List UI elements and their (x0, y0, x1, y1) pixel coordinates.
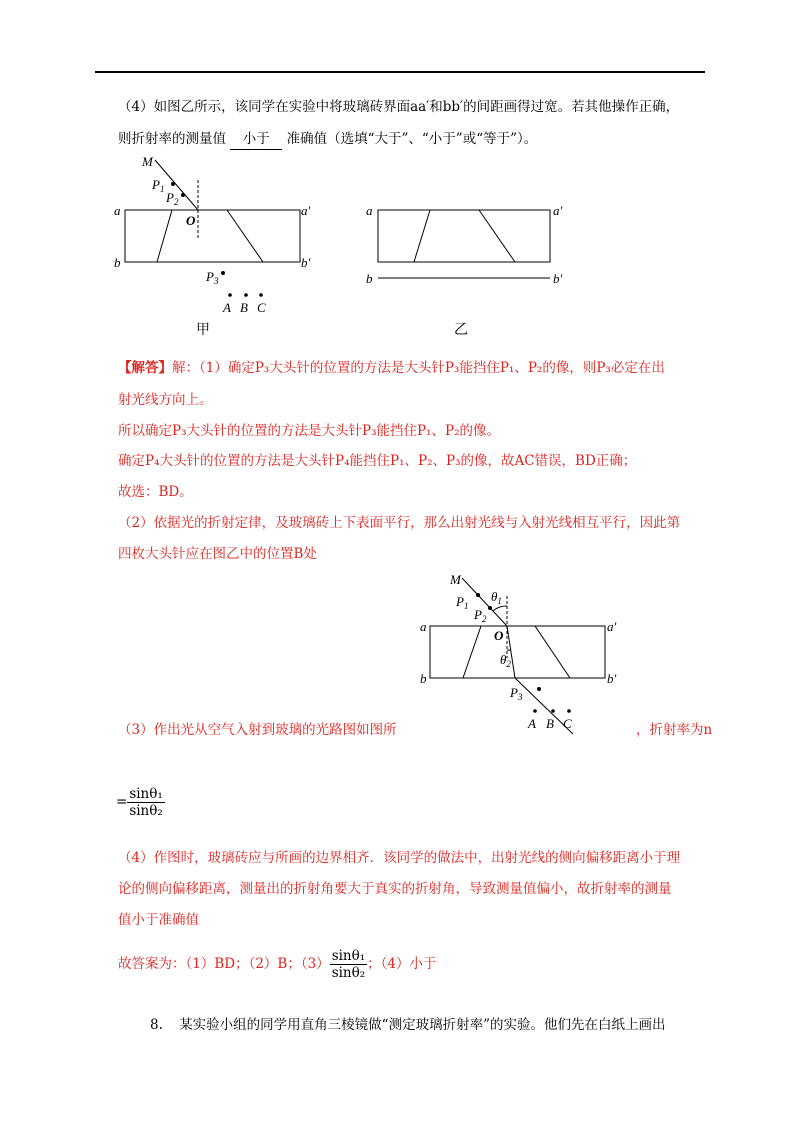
question-8 (150, 1015, 666, 1035)
label-o: O (186, 213, 196, 228)
svg-text:P3 (509, 685, 523, 702)
label-p1: P (152, 177, 160, 192)
label-a-ans: a (420, 619, 427, 634)
block-edge-left (157, 210, 172, 262)
answer-p4-line2: 论的侧向偏移距离，测量出的折射角要大于真实的折射角，导致测量值偏小，故折射率的测量 (118, 881, 672, 897)
label-o-ans: O (494, 628, 504, 643)
label-p2-sub-ans: 2 (481, 614, 487, 624)
answer-p3-line1 (118, 720, 718, 740)
block-edge-right (227, 210, 263, 262)
label-pin-c: C (257, 300, 266, 315)
pin-p2-ans (488, 606, 492, 610)
pin-c-ans (567, 709, 571, 713)
label-b-prime: b′ (301, 255, 311, 270)
svg-text:θ2 (500, 652, 511, 669)
q4-line1: （4）如图乙所示，该同学在实验中将玻璃砖界面aa′和bb′的间距画得过宽。若其他操作正确， (118, 99, 680, 115)
glass-block-yi (378, 210, 550, 262)
label-a: a (114, 203, 121, 218)
answer-final-pre: 故答案为：（1）BD；（2）B；（3） (118, 956, 330, 972)
answer-p3-pre: （3）作出光从空气入射到玻璃的光路图如图所 (118, 722, 397, 738)
q8-number: 8. (150, 1017, 163, 1033)
pin-c (259, 293, 263, 297)
svg-text:P1 (151, 177, 164, 194)
pin-a-ans (533, 709, 537, 713)
label-p3-ans: P (510, 685, 518, 700)
svg-text:θ1 (491, 589, 502, 606)
label-theta2: θ (500, 652, 507, 667)
label-theta1: θ (491, 589, 498, 604)
answer-final-numerator: sinθ₁ (331, 948, 366, 964)
label-p1-ans: P (456, 594, 464, 609)
pin-p3 (221, 271, 225, 275)
svg-text:P2 (165, 190, 179, 207)
refracted-ray-ans (507, 626, 515, 678)
pin-p2 (181, 193, 185, 197)
label-theta2-sub: 2 (506, 659, 511, 669)
answer-p4-line3: 值小于准确值 (118, 912, 199, 928)
answer-final-post: ；（4）小于 (367, 956, 437, 972)
label-b: b (114, 255, 121, 270)
label-pin-a: A (223, 300, 231, 315)
label-b-ans: b (420, 671, 427, 686)
answer-p1-line5: 故选：BD。 (118, 484, 193, 500)
answer-p3-formula (116, 786, 165, 819)
formula-numerator: sinθ₁ (129, 786, 163, 802)
label-p2: P (166, 190, 174, 205)
block-edge-left-yi (414, 210, 430, 262)
q4-line2-post: 准确值（选填“大于”、“小于”或“等于”）。 (286, 131, 538, 147)
q8-text: 某实验小组的同学用直角三棱镜做“测定玻璃折射率”的实验。他们先在白纸上画出 (179, 1017, 666, 1033)
formula-denominator: sinθ₂ (129, 803, 163, 819)
pin-b (244, 293, 248, 297)
svg-text:P2 (473, 607, 487, 624)
pin-p1 (171, 182, 175, 186)
glass-block (125, 210, 300, 262)
svg-text:P1 (455, 594, 468, 611)
glass-block-ans (430, 626, 605, 678)
label-b-prime-ans: b′ (607, 671, 617, 686)
caption-yi: 乙 (454, 323, 468, 338)
answer-p1-line2: 射光线方向上。 (118, 392, 213, 408)
pin-b-ans (551, 709, 555, 713)
q4-line2 (118, 129, 718, 150)
label-a-prime-yi: a′ (553, 203, 563, 218)
label-m: M (142, 154, 153, 169)
figure-jia (110, 150, 330, 340)
block-edge-right-ans (535, 626, 570, 678)
figure-yi (360, 190, 580, 340)
label-p3-sub-ans: 3 (517, 692, 523, 702)
label-p3-sub: 3 (213, 276, 219, 286)
block-edge-right-yi (479, 210, 515, 262)
block-edge-left-ans (463, 626, 481, 678)
label-p1-sub: 1 (159, 184, 165, 194)
answer-tag: 【解答】 (118, 360, 172, 376)
angle-arc-theta1 (493, 606, 507, 611)
answer-p1-line1 (118, 358, 718, 378)
label-a-prime-ans: a′ (607, 619, 617, 634)
svg-text:P3 (205, 269, 219, 286)
label-p2-sub: 2 (173, 197, 179, 207)
answer-final-fraction (330, 948, 367, 981)
label-a-prime: a′ (301, 203, 311, 218)
label-theta1-sub: 1 (497, 596, 502, 606)
header-rule (95, 71, 705, 73)
answer-final (118, 948, 437, 981)
formula-equals: = (116, 794, 128, 810)
q4-answer-blank: 小于 (230, 129, 282, 150)
label-a-yi: a (366, 203, 373, 218)
caption-jia: 甲 (196, 323, 210, 338)
label-p3: P (206, 269, 214, 284)
answer-p2-line1: （2）依据光的折射定律，及玻璃砖上下表面平行，那么出射光线与入射光线相互平行，因此第 (118, 515, 681, 531)
answer-p2-line2: 四枚大头针应在图乙中的位置B处 (118, 546, 317, 562)
answer-p1-line1-text: 解：（1）确定P₃大头针的位置的方法是大头针P₃能挡住P₁、P₂的像，则P₃必定在出 (172, 360, 665, 376)
label-pin-b: B (240, 300, 248, 315)
label-pin-c-ans: C (563, 716, 572, 731)
pin-p1-ans (476, 593, 480, 597)
answer-p4-line1: （4）作图时，玻璃砖应与所画的边界相齐．该同学的做法中，出射光线的侧向偏移距离小于理 (118, 850, 681, 866)
label-p2-ans: P (474, 607, 482, 622)
pin-p3-ans (537, 687, 541, 691)
label-b-yi: b (366, 271, 373, 286)
figure-answer (418, 566, 628, 736)
label-b-prime-yi: b′ (553, 271, 563, 286)
formula-fraction (127, 786, 164, 819)
label-m-ans: M (450, 572, 461, 587)
pin-a (228, 293, 232, 297)
answer-p1-line3: 所以确定P₃大头针的位置的方法是大头针P₃能挡住P₁、P₂的像。 (118, 423, 500, 439)
q4-line2-pre: 则折射率的测量值 (118, 131, 226, 147)
label-p1-sub-ans: 1 (463, 601, 469, 611)
label-pin-a-ans: A (528, 716, 536, 731)
answer-final-denominator: sinθ₂ (331, 965, 366, 981)
label-pin-b-ans: B (546, 716, 554, 731)
answer-p3-post: ，折射率为n (636, 722, 713, 738)
answer-p1-line4: 确定P₄大头针的位置的方法是大头针P₄能挡住P₁、P₂、P₃的像，故AC错误，BD正确； (118, 453, 637, 469)
